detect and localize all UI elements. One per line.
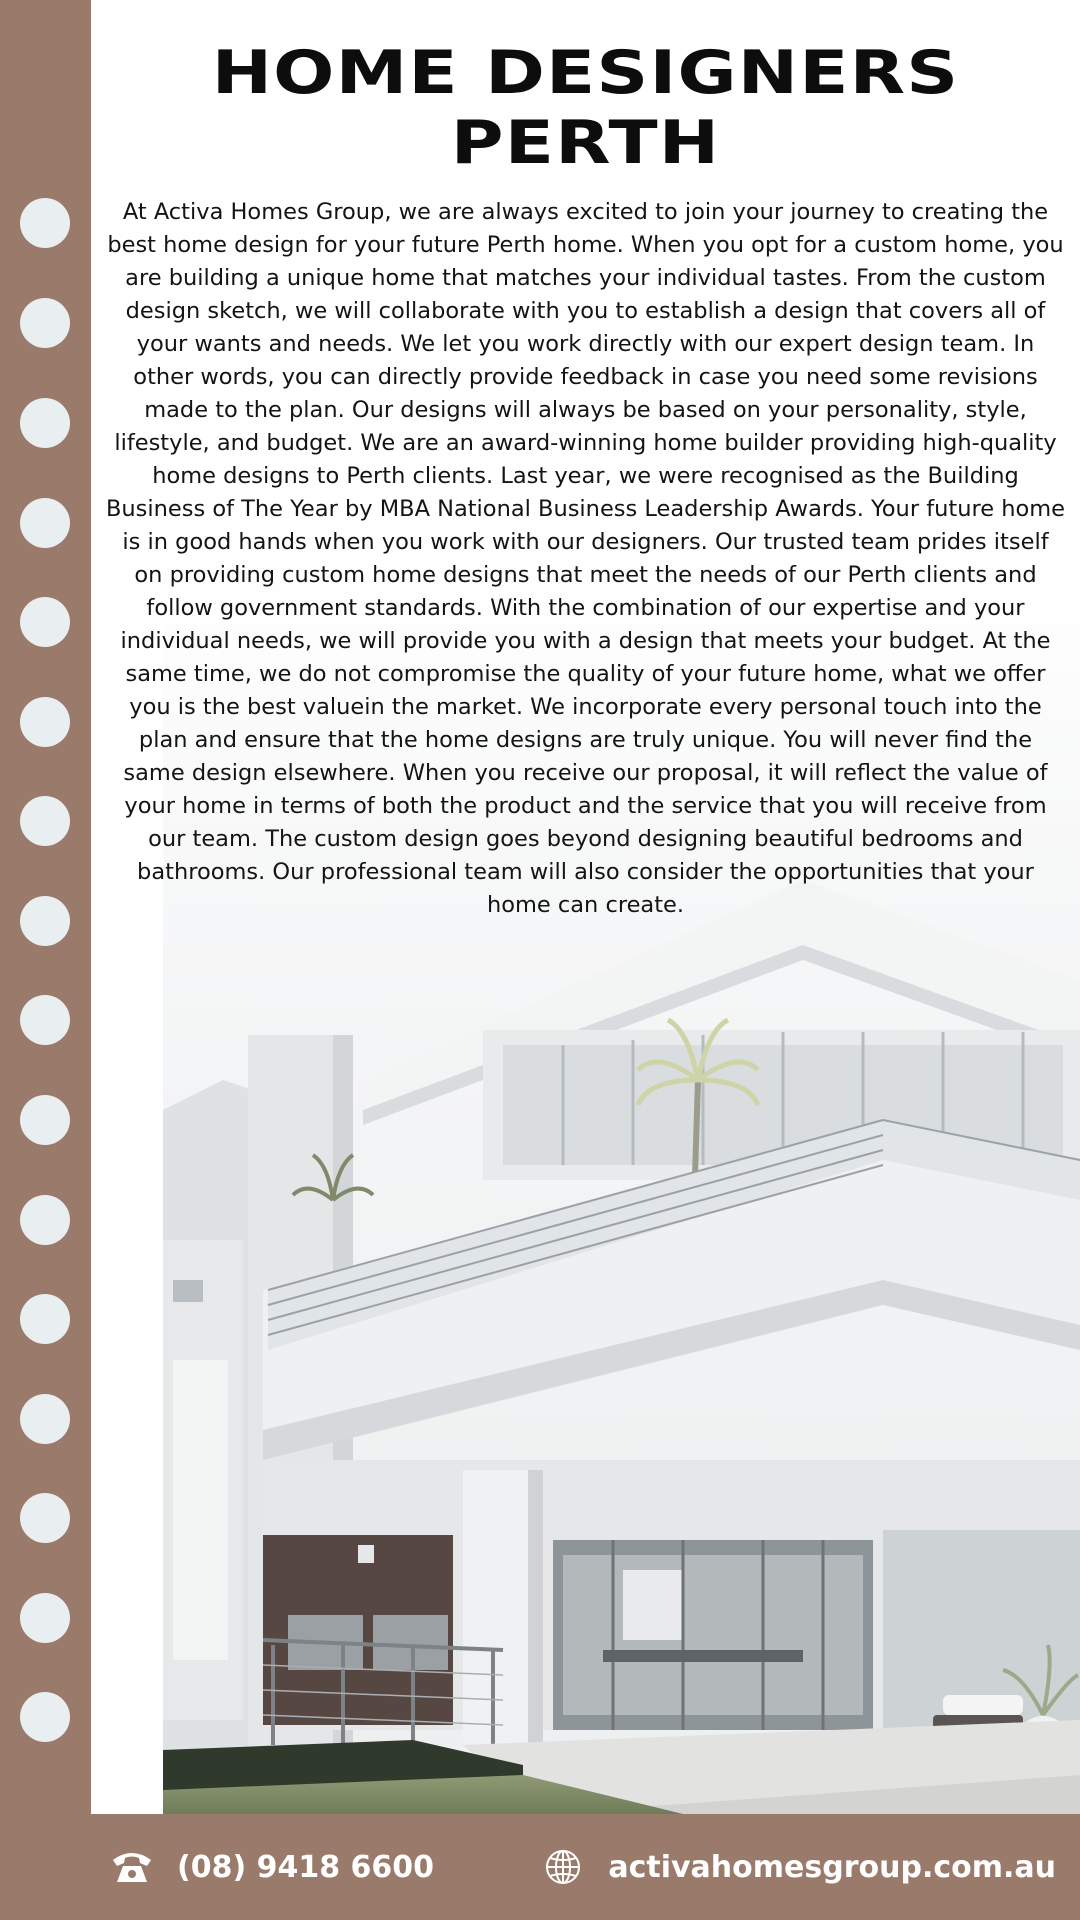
binder-strip xyxy=(0,0,91,1920)
binder-hole xyxy=(20,896,70,946)
binder-hole xyxy=(20,498,70,548)
phone-contact[interactable] xyxy=(109,1844,434,1890)
contact-footer xyxy=(91,1814,1080,1920)
telephone-icon xyxy=(109,1844,155,1890)
website-url: activahomesgroup.com.au xyxy=(608,1849,1056,1885)
title-line-1: HOME DESIGNERS xyxy=(211,38,960,108)
binder-hole xyxy=(20,1294,70,1344)
binder-hole xyxy=(20,995,70,1045)
binder-hole xyxy=(20,1195,70,1245)
binder-hole xyxy=(20,796,70,846)
binder-hole xyxy=(20,398,70,448)
globe-icon xyxy=(540,1844,586,1890)
binder-hole xyxy=(20,1692,70,1742)
binder-hole xyxy=(20,298,70,348)
title-line-2: PERTH xyxy=(450,108,721,178)
binder-hole xyxy=(20,1493,70,1543)
binder-hole xyxy=(20,1593,70,1643)
binder-hole xyxy=(20,1095,70,1145)
binder-hole xyxy=(20,1394,70,1444)
binder-hole xyxy=(20,597,70,647)
binder-hole xyxy=(20,198,70,248)
intro-paragraph: At Activa Homes Group, we are always excited to join your journey to creating the best home design for your future Perth home. When you opt for a custom home, you are building a unique home that matches your individual tastes. From the custom design sketch, we will collaborate with you to establish a design that covers all of your wants and needs. We let you work directly with our expert design team. In other words, you can directly provide feedback in case you need some revisions made to the plan. Our designs will always be based on your personality, style, lifestyle, and budget. We are an award-winning home builder providing high-quality home designs to Perth clients. Last year, we were recognised as the Building Business of The Year by MBA National Business Leadership Awards. Your future home is in good hands when you work with our designers. Our trusted team prides itself on providing custom home designs that meet the needs of our Perth clients and follow government standards. With the combination of our expertise and your individual needs, we will provide you with a design that meets your budget. At the same time, we do not compromise the quality of your future home, what we offer you is the best valuein the market. We incorporate every personal touch into the plan and ensure that the home designs are truly unique. You will never find the same design elsewhere. When you receive our proposal, it will reflect the value of your home in terms of both the product and the service that you will receive from our team. The custom design goes beyond designing beautiful bedrooms and bathrooms. Our professional team will also consider the opportunities that your home can create. xyxy=(105,199,1066,918)
page-title xyxy=(91,38,1080,178)
phone-number: (08) 9418 6600 xyxy=(177,1849,435,1885)
document-sheet xyxy=(91,0,1080,1920)
binder-hole xyxy=(20,697,70,747)
website-contact[interactable] xyxy=(540,1844,1056,1890)
